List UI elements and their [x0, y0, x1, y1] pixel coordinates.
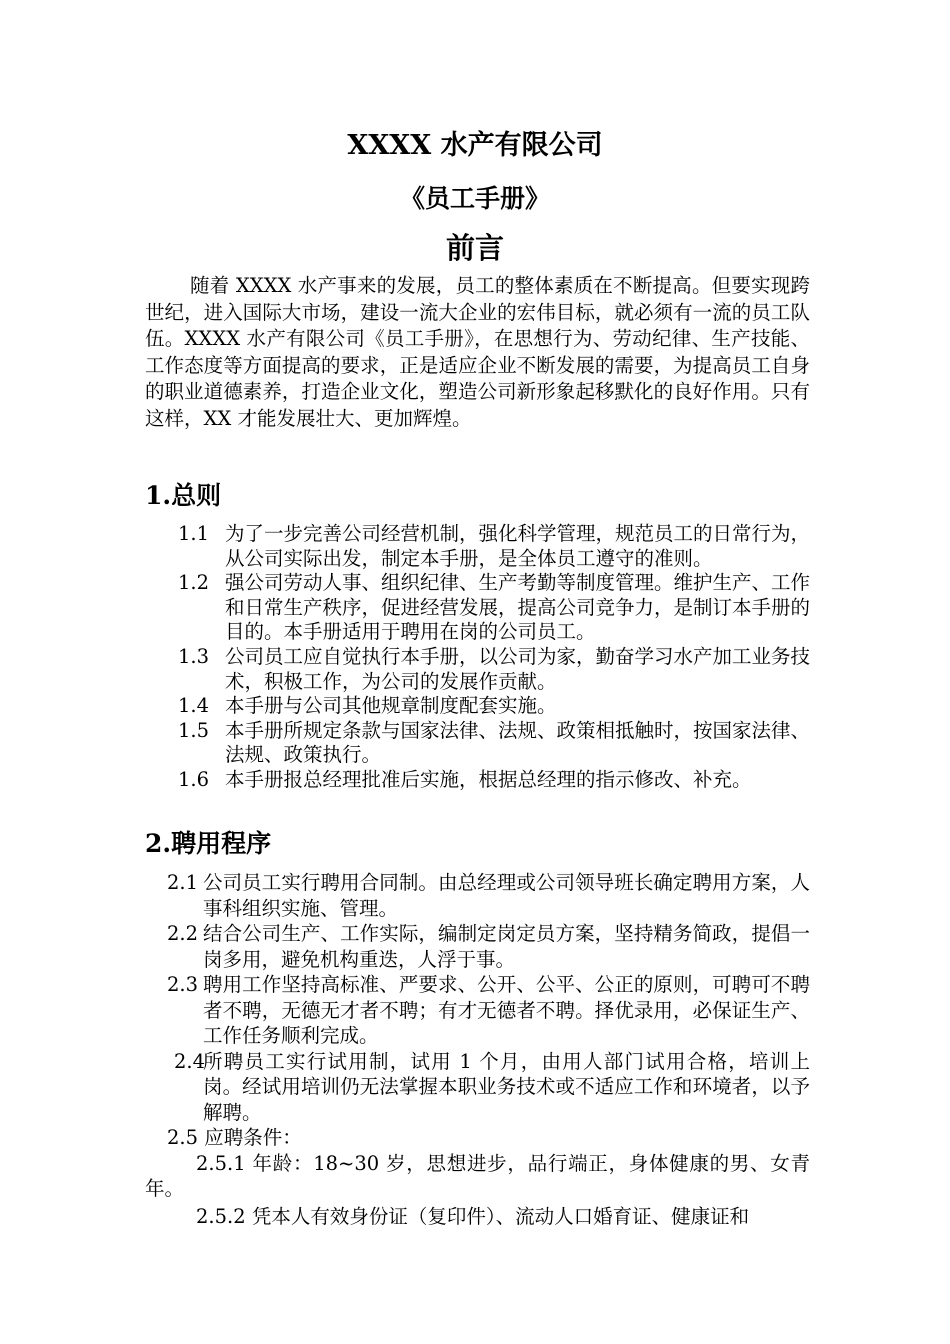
item-number: 2.2 — [167, 922, 199, 945]
item-number: 2.4 — [174, 1049, 206, 1073]
list-item — [145, 972, 810, 1049]
item-number: 1.2 — [178, 571, 210, 595]
section-2-list — [145, 870, 810, 1229]
item-number: 1.1 — [178, 522, 210, 545]
item-text: 公司员工实行聘用合同制。由总经理或公司领导班长确定聘用方案，人事科组织实施、管理。 — [203, 871, 810, 920]
item-text: 强公司劳动人事、组织纪律、生产考勤等制度管理。维护生产、工作和日常生产秩序，促进经营发展，提高公司竞争力，是制订本手册的目的。本手册适用于聘用在岗的公司员工。 — [225, 571, 811, 644]
list-item — [145, 645, 810, 694]
list-item — [145, 1049, 810, 1126]
section-1-heading: 1.总则 — [145, 481, 222, 510]
item-number: 2.3 — [167, 973, 199, 996]
sub-item-2-5-1: 2.5.1 年龄：18~30 岁，思想进步，品行端正，身体健康的男、女青年。 — [145, 1151, 810, 1200]
item-text: 本手册所规定条款与国家法律、法规、政策相抵触时，按国家法律、法规、政策执行。 — [225, 718, 811, 767]
item-number: 1.6 — [178, 767, 210, 791]
item-text: 聘用工作坚持高标准、严要求、公开、公平、公正的原则，可聘可不聘者不聘，无德无才者不聘；有才无德者不聘。择优录用，必保证生产、工作任务顺利完成。 — [203, 973, 810, 1047]
list-item-2-5: 2.5 应聘条件： — [167, 1126, 302, 1149]
list-item — [145, 870, 810, 921]
item-number: 1.3 — [178, 644, 210, 668]
item-text: 公司员工应自觉执行本手册，以公司为家，勤奋学习水产加工业务技术，积极工作，为公司的发展作贡献。 — [225, 644, 811, 693]
item-number: 2.1 — [167, 871, 199, 894]
preface-paragraph: 随着 XXXX 水产事来的发展，员工的整体素质在不断提高。但要实现跨世纪，进入国际大市场，建设一流大企业的宏伟目标，就必须有一流的员工队伍。XXXX 水产有限公司《员工手册》，在思想行为、劳动纪律、生产技能、工作态度等方面提高的要求，正是适应企业不断发展的需要，为提高员工自身的职业道德素养，打造企业文化，塑造公司新形象起移默化的良好作用。只有这样，XX 才能发展壮大、更加辉煌。 — [145, 274, 810, 430]
item-text: 本手册报总经理批准后实施，根据总经理的指示修改、补充。 — [225, 767, 752, 791]
list-item — [145, 571, 810, 645]
item-text: 结合公司生产、工作实际，编制定岗定员方案，坚持精务简政，提倡一岗多用，避免机构重迭，人浮于事。 — [203, 922, 810, 971]
item-text: 为了一步完善公司经营机制，强化科学管理，规范员工的日常行为，从公司实际出发，制定本手册，是全体员工遵守的准则。 — [225, 522, 811, 570]
item-number: 1.5 — [178, 718, 210, 742]
item-text: 所聘员工实行试用制，试用 1 个月，由用人部门试用合格，培训上岗。经试用培训仍无法掌握本职业务技术或不适应工作和环境者，以予解聘。 — [203, 1049, 810, 1124]
list-item — [145, 921, 810, 972]
preface-heading: 前言 — [445, 231, 504, 265]
item-number: 1.4 — [178, 694, 210, 718]
sub-item-2-5-2: 2.5.2 凭本人有效身份证（复印件）、流动人口婚育证、健康证和 — [196, 1204, 750, 1228]
list-item — [145, 719, 810, 768]
item-text: 本手册与公司其他规章制度配套实施。 — [225, 694, 557, 718]
list-item — [145, 522, 810, 571]
company-title: XXXX 水产有限公司 — [347, 130, 603, 161]
section-2-heading: 2.聘用程序 — [145, 829, 272, 858]
section-1-list — [145, 522, 810, 793]
handbook-title: 《员工手册》 — [399, 184, 550, 213]
list-item — [145, 768, 810, 793]
list-item — [145, 694, 810, 719]
